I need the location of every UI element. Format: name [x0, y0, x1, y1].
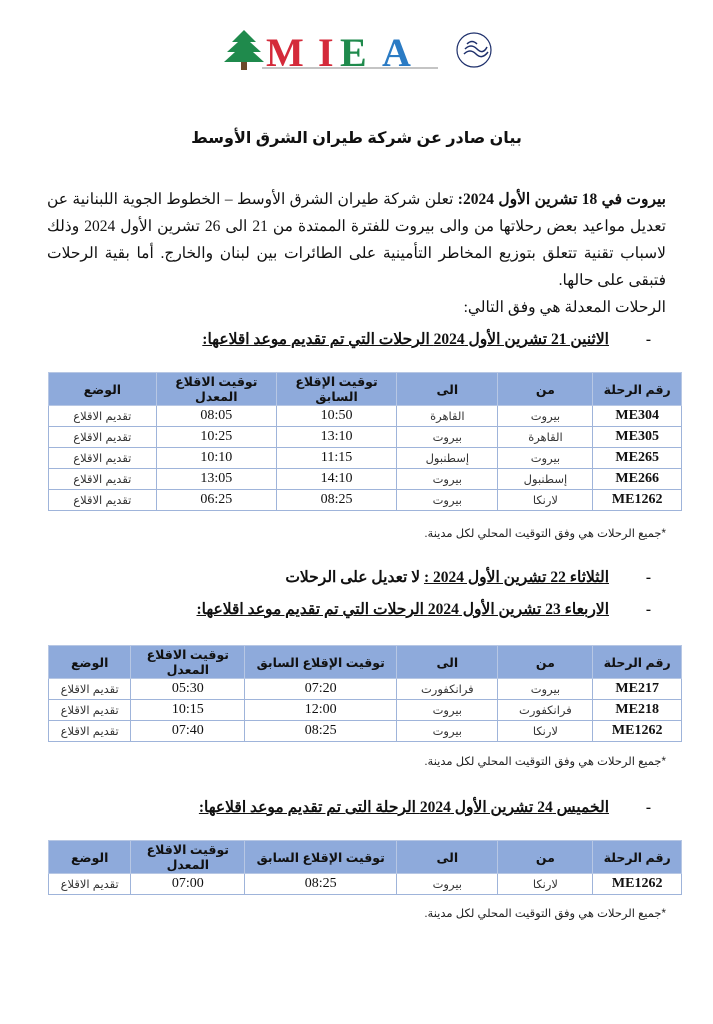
- status: تقديم الاقلاع: [49, 406, 157, 427]
- flight-number: ME304: [593, 406, 682, 427]
- section-heading-tuesday: -الثلاثاء 22 تشرين الأول 2024 : لا تعديل على الرحلات: [285, 569, 651, 586]
- from-city: لارنكا: [498, 721, 593, 742]
- old-time: 12:00: [245, 700, 397, 721]
- flight-number: ME1262: [593, 874, 682, 895]
- footnote: *جميع الرحلات هي وفق التوقيت المحلي لكل مدينة.: [424, 756, 666, 768]
- status: تقديم الاقلاع: [49, 490, 157, 511]
- status: تقديم الاقلاع: [49, 874, 131, 895]
- old-time: 08:25: [245, 874, 397, 895]
- status: تقديم الاقلاع: [49, 448, 157, 469]
- flight-number: ME305: [593, 427, 682, 448]
- skyteam-icon: [457, 33, 491, 67]
- new-time: 07:40: [131, 721, 245, 742]
- old-time: 10:50: [276, 406, 396, 427]
- intro-paragraph: [47, 186, 666, 321]
- table-row: [49, 700, 682, 721]
- new-time: 07:00: [131, 874, 245, 895]
- status: تقديم الاقلاع: [49, 700, 131, 721]
- col-status: الوضع: [49, 646, 131, 679]
- col-from: من: [498, 373, 593, 406]
- status: تقديم الاقلاع: [49, 721, 131, 742]
- from-city: إسطنبول: [498, 469, 593, 490]
- from-city: فرانكفورت: [498, 700, 593, 721]
- mea-logo: [222, 28, 497, 74]
- old-time: 07:20: [245, 679, 397, 700]
- section-heading-monday: -الاثنين 21 تشرين الأول 2024 الرحلات التي تم تقديم موعد اقلاعها:: [202, 331, 651, 348]
- new-time: 08:05: [156, 406, 276, 427]
- to-city: القاهرة: [397, 406, 498, 427]
- to-city: بيروت: [397, 721, 498, 742]
- to-city: بيروت: [397, 427, 498, 448]
- col-flight: رقم الرحلة: [593, 841, 682, 874]
- col-new-time: توقيت الاقلاع المعدل: [156, 373, 276, 406]
- intro-lead: بيروت في 18 تشرين الأول 2024:: [457, 191, 666, 208]
- table-row: [49, 406, 682, 427]
- table-row: [49, 448, 682, 469]
- logo-letter-i: I: [318, 30, 334, 74]
- status: تقديم الاقلاع: [49, 679, 131, 700]
- col-to: الى: [397, 841, 498, 874]
- footnote: *جميع الرحلات هي وفق التوقيت المحلي لكل مدينة.: [424, 908, 666, 920]
- intro-closing: الرحلات المعدلة هي وفق التالي:: [463, 299, 666, 316]
- flights-table-thursday: [48, 840, 682, 895]
- to-city: بيروت: [397, 490, 498, 511]
- table-row: [49, 874, 682, 895]
- from-city: بيروت: [498, 448, 593, 469]
- old-time: 14:10: [276, 469, 396, 490]
- from-city: القاهرة: [498, 427, 593, 448]
- status: تقديم الاقلاع: [49, 427, 157, 448]
- section-heading-wednesday: -الاربعاء 23 تشرين الأول 2024 الرحلات التي تم تقديم موعد اقلاعها:: [196, 601, 651, 618]
- flight-number: ME1262: [593, 721, 682, 742]
- table-row: [49, 427, 682, 448]
- col-to: الى: [397, 646, 498, 679]
- old-time: 11:15: [276, 448, 396, 469]
- col-status: الوضع: [49, 841, 131, 874]
- to-city: بيروت: [397, 874, 498, 895]
- col-old-time: توقيت الإقلاع السابق: [245, 841, 397, 874]
- from-city: بيروت: [498, 406, 593, 427]
- from-city: لارنكا: [498, 490, 593, 511]
- from-city: بيروت: [498, 679, 593, 700]
- page-title: بيان صادر عن شركة طيران الشرق الأوسط: [191, 130, 522, 147]
- table-row: [49, 490, 682, 511]
- col-status: الوضع: [49, 373, 157, 406]
- new-time: 10:25: [156, 427, 276, 448]
- logo-letter-m: M: [266, 30, 304, 74]
- col-from: من: [498, 646, 593, 679]
- col-new-time: توقيت الاقلاع المعدل: [131, 646, 245, 679]
- cedar-tree-icon: [224, 30, 264, 70]
- to-city: فرانكفورت: [397, 679, 498, 700]
- flight-number: ME218: [593, 700, 682, 721]
- table-row: [49, 679, 682, 700]
- col-old-time: توقيت الإقلاع السابق: [245, 646, 397, 679]
- col-old-time: توقيت الإقلاع السابق: [276, 373, 396, 406]
- table-row: [49, 469, 682, 490]
- flights-table-monday: [48, 372, 682, 511]
- logo-letter-a: A: [382, 30, 411, 74]
- col-flight: رقم الرحلة: [593, 646, 682, 679]
- to-city: بيروت: [397, 700, 498, 721]
- old-time: 08:25: [276, 490, 396, 511]
- section-heading-thursday: -الخميس 24 تشرين الأول 2024 الرحلة التى تم تقديم موعد اقلاعها:: [198, 799, 651, 816]
- flight-number: ME265: [593, 448, 682, 469]
- col-flight: رقم الرحلة: [593, 373, 682, 406]
- to-city: إسطنبول: [397, 448, 498, 469]
- flights-table-wednesday: [48, 645, 682, 742]
- col-from: من: [498, 841, 593, 874]
- old-time: 08:25: [245, 721, 397, 742]
- flight-number: ME217: [593, 679, 682, 700]
- new-time: 10:15: [131, 700, 245, 721]
- flight-number: ME1262: [593, 490, 682, 511]
- new-time: 13:05: [156, 469, 276, 490]
- status: تقديم الاقلاع: [49, 469, 157, 490]
- to-city: بيروت: [397, 469, 498, 490]
- old-time: 13:10: [276, 427, 396, 448]
- new-time: 06:25: [156, 490, 276, 511]
- col-to: الى: [397, 373, 498, 406]
- new-time: 10:10: [156, 448, 276, 469]
- logo-letter-e: E: [340, 30, 367, 74]
- intro-body: تعلن شركة طيران الشرق الأوسط – الخطوط الجوية اللبنانية عن تعديل مواعيد بعض رحلاتها من والى بيروت للفترة الممتدة من 21 الى 26 تشرين الأول 2024 وذلك لاسباب تقنية تتعلق بتوزيع المخاطر التأمينية على الطائرات بين لبنان والخارج. أما بقية الرحلات فتبقى على حالها.: [47, 191, 667, 289]
- new-time: 05:30: [131, 679, 245, 700]
- flight-number: ME266: [593, 469, 682, 490]
- footnote: *جميع الرحلات هي وفق التوقيت المحلي لكل مدينة.: [424, 528, 666, 540]
- col-new-time: توقيت الاقلاع المعدل: [131, 841, 245, 874]
- from-city: لارنكا: [498, 874, 593, 895]
- table-row: [49, 721, 682, 742]
